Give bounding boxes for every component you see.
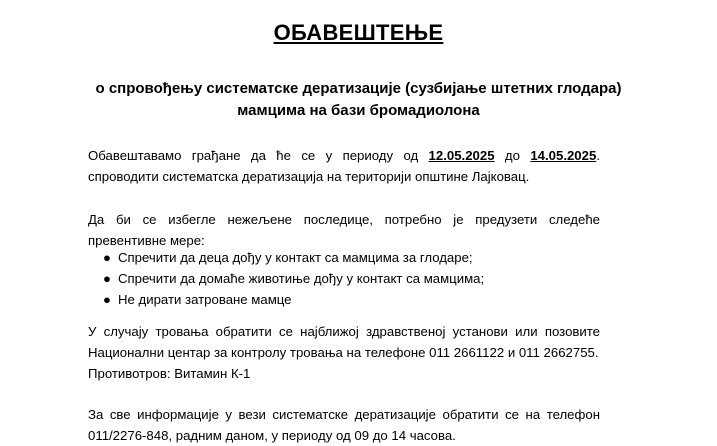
measures-intro-paragraph — [88, 209, 600, 251]
poisoning-line-2: Национални центар за контролу тровања на телефоне 011 2661122 и 011 2662755. — [88, 345, 599, 360]
contact-paragraph — [88, 404, 600, 446]
notice-title: ОБАВЕШТЕЊЕ — [273, 20, 444, 45]
list-item — [88, 289, 600, 310]
subtitle-line-1: о спровођењу систематске дератизације (сузбијање штетних глодара) — [95, 80, 622, 97]
poisoning-paragraph — [88, 321, 600, 384]
bullet-icon: ● — [103, 292, 111, 307]
start-date: 12.05.2025 — [428, 148, 495, 163]
end-date: 14.05.2025 — [530, 148, 597, 163]
period-line-1 — [88, 145, 600, 166]
period-end-punct: . — [596, 148, 600, 163]
measures-list — [88, 247, 600, 310]
period-intro-text: Обавештавамо грађане да ће се у периоду од — [88, 148, 429, 163]
poisoning-line-1: У случају тровања обратити се најближој здравственој установи или позовите — [88, 324, 600, 339]
measures-intro-line-2: превентивне мере: — [88, 233, 205, 248]
measure-text: Не дирати затроване мамце — [118, 292, 292, 307]
bullet-icon: ● — [103, 250, 111, 265]
period-paragraph — [88, 145, 600, 187]
bullet-icon: ● — [103, 271, 111, 286]
list-item — [88, 268, 600, 289]
list-item — [88, 247, 600, 268]
subtitle-line-2: мамцима на бази бромадиолона — [237, 102, 480, 119]
contact-line-2: 011/2276-848, радним даном, у периоду од 09 до 14 часова. — [88, 428, 456, 443]
notice-subtitle — [88, 78, 629, 122]
period-between-text: до — [494, 148, 531, 163]
antidote-line: Противотров: Витамин К-1 — [88, 366, 251, 381]
contact-line-1: За све информације у вези систематске дератизације обратити се на телефон — [88, 407, 600, 422]
period-line-2: спроводити систематска дератизација на територији општине Лајковац. — [88, 169, 530, 184]
measure-text: Спречити да деца дођу у контакт са мамцима за глодаре; — [118, 250, 473, 265]
measures-intro-line-1: Да би се избегле нежељене последице, потребно је предузети следеће — [88, 212, 600, 227]
measure-text: Спречити да домаће животиње дођу у контакт са мамцима; — [118, 271, 485, 286]
